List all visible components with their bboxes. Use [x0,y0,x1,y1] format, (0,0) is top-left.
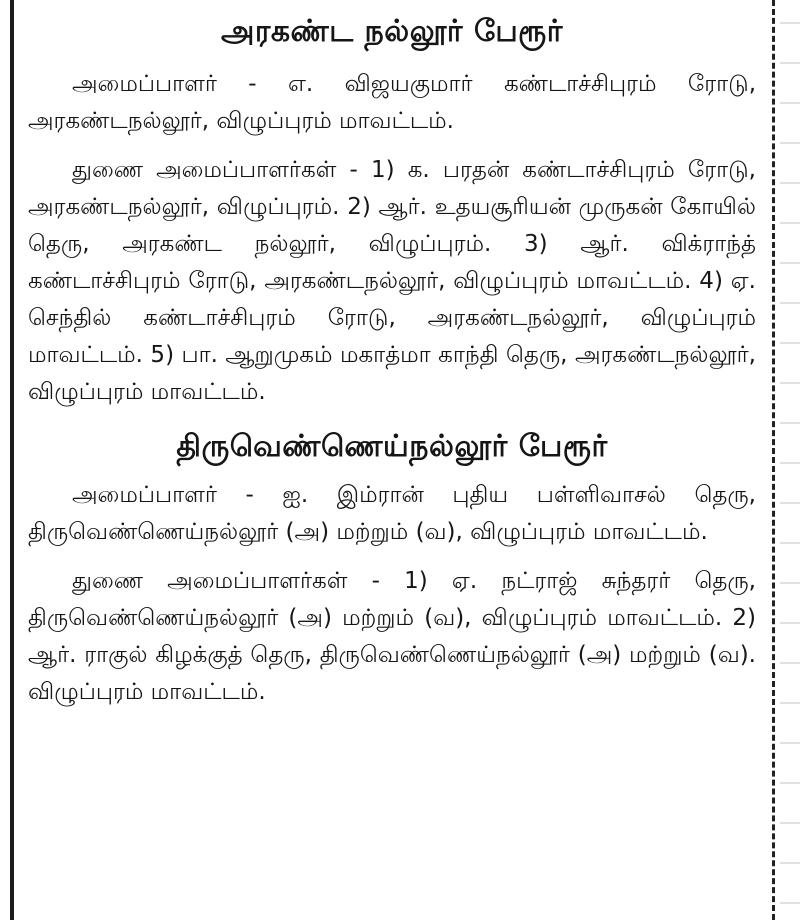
organizer-paragraph: அமைப்பாளர் - எ. விஜயகுமார் கண்டாச்சிபுரம் ரோடு, அரகண்டநல்லூர், விழுப்புரம் மாவட்டம். [28,71,756,134]
deputies-paragraph: துணை அமைப்பாளர்கள் - 1) க. பரதன் கண்டாச்சிபுரம் ரோடு, அரகண்டநல்லூர், விழுப்புரம். 2) ஆர். உதயசூரியன் முருகன் கோயில் தெரு, அரகண்ட நல்லூர், விழுப்புரம். 3) ஆர். விக்ராந்த் கண்டாச்சிபுரம் ரோடு, அரகண்டநல்லூர், விழுப்புரம் மாவட்டம். 4) ஏ. செந்தில் கண்டாச்சிபுரம் ரோடு, அரகண்டநல்லூர், விழுப்புரம் மாவட்டம். 5) பா. ஆறுமுகம் மகாத்மா காந்தி தெரு, அரகண்டநல்லூர், விழுப்புரம் மாவட்டம். [28,157,756,405]
deputies-paragraph: துணை அமைப்பாளர்கள் - 1) ஏ. நட்ராஜ் சுந்தரர் தெரு, திருவெண்ணெய்நல்லூர் (அ) மற்றும் (வ), விழுப்புரம் மாவட்டம். 2) ஆர். ராகுல் கிழக்குத் தெரு, திருவெண்ணெய்நல்லூர் (அ) மற்றும் (வ). விழுப்புரம் மாவட்டம். [28,568,756,705]
dashed-column-divider [772,0,775,920]
adjacent-column-edge [780,0,800,920]
section-aragandanallur [28,12,756,411]
paragraph-gap [28,140,756,152]
section-title: திருவெண்ணெய்நல்லூர் பேரூர் [176,429,608,464]
organizer-paragraph: அமைப்பாளர் - ஐ. இம்ரான் புதிய பள்ளிவாசல் தெரு, திருவெண்ணெய்நல்லூர் (அ) மற்றும் (வ), விழுப்புரம் மாவட்டம். [28,482,756,545]
left-column-rule [10,0,14,920]
section-thiruvennainallur [28,427,756,711]
section-title: அரகண்ட நல்லூர் பேரூர் [221,14,563,49]
paragraph-gap [28,551,756,563]
article-column [28,0,756,920]
